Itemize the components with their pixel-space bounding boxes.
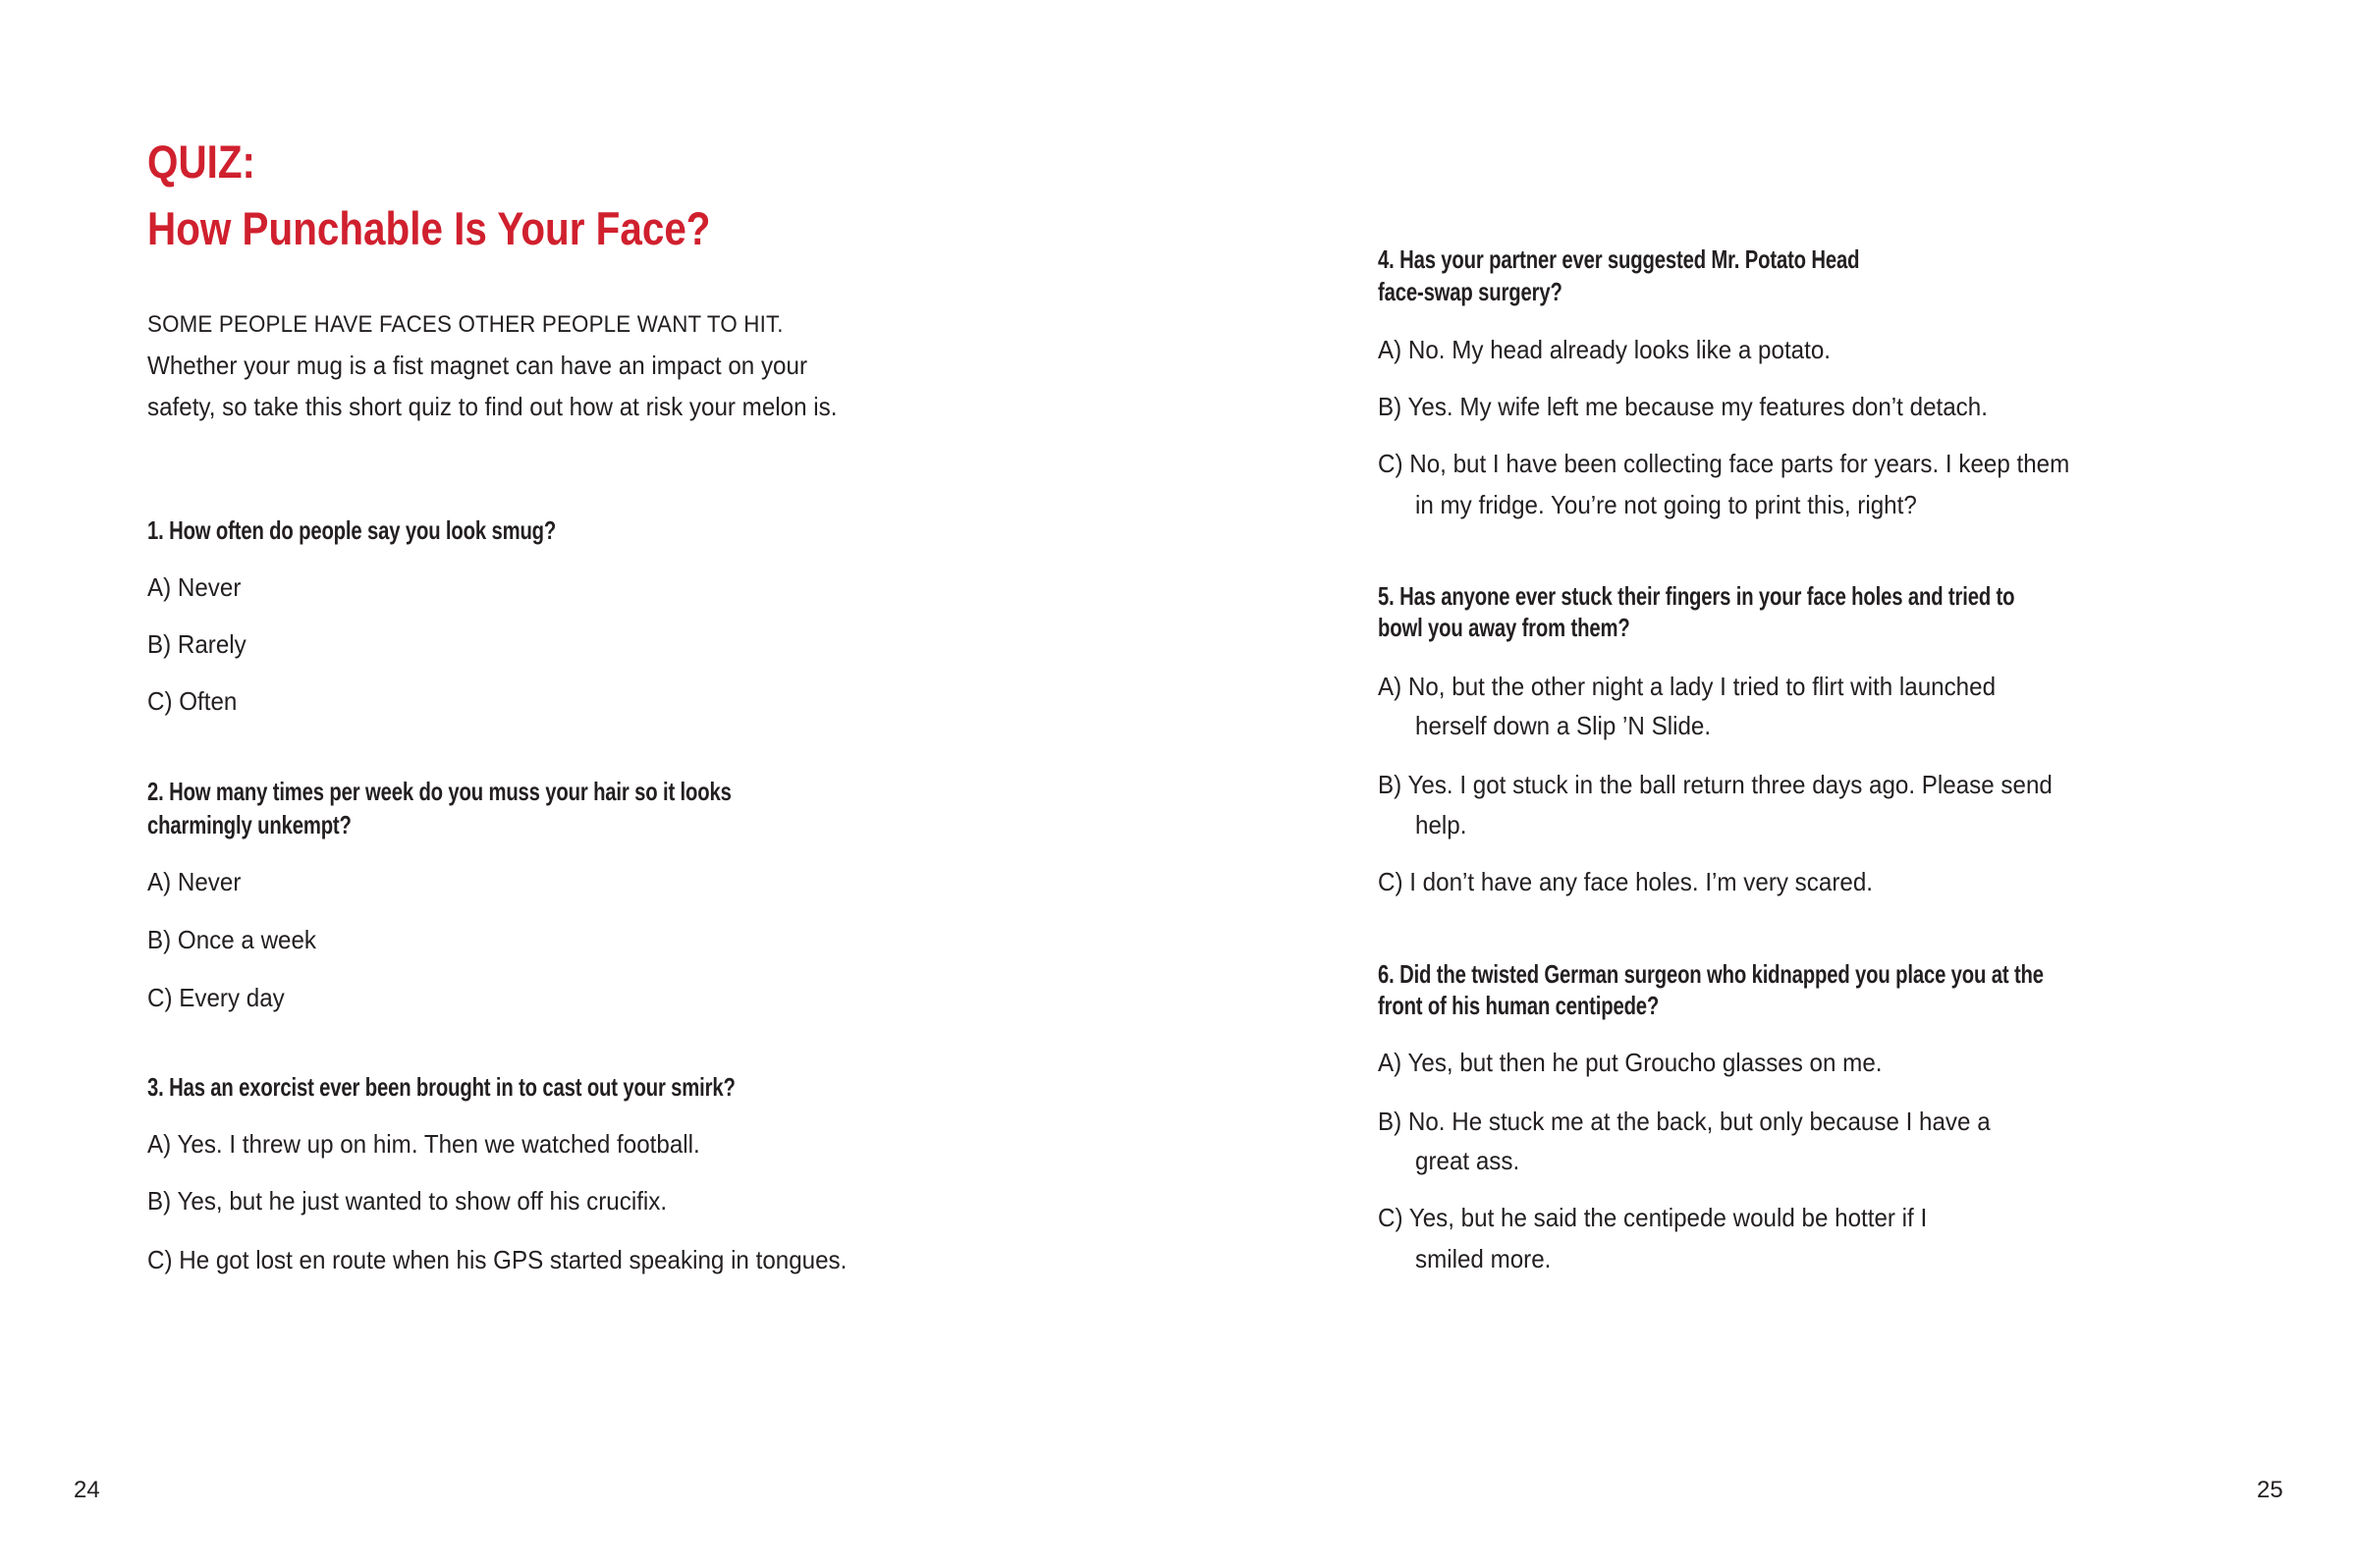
answer-6b-cont: great ass. [1415, 1146, 1520, 1175]
intro-line: Whether your mug is a fist magnet can have an impact on your [147, 351, 808, 380]
question-5-cont: bowl you away from them? [1378, 613, 1630, 642]
page-title: How Punchable Is Your Face? [147, 202, 711, 254]
answer-4b: B) Yes. My wife left me because my features don’t detach. [1378, 392, 1988, 421]
question-3: 3. Has an exorcist ever been brought in to cast out your smirk? [147, 1072, 736, 1102]
answer-1a: A) Never [147, 572, 242, 602]
answer-2c: C) Every day [147, 983, 285, 1012]
answer-3b: B) Yes, but he just wanted to show off his crucifix. [147, 1186, 668, 1216]
answer-1c: C) Often [147, 686, 238, 716]
question-5: 5. Has anyone ever stuck their fingers in your face holes and tried to [1378, 581, 2015, 611]
answer-6c: C) Yes, but he said the centipede would be hotter if I [1378, 1203, 1928, 1232]
intro-lead: SOME PEOPLE HAVE FACES OTHER PEOPLE WANT TO HIT. [147, 311, 784, 338]
page-number-right: 25 [2257, 1477, 2283, 1503]
answer-2b: B) Once a week [147, 925, 317, 954]
quiz-label: QUIZ: [147, 135, 256, 188]
answer-2a: A) Never [147, 867, 242, 896]
question-2-cont: charmingly unkempt? [147, 810, 352, 839]
question-6-cont: front of his human centipede? [1378, 991, 1660, 1020]
answer-5c: C) I don’t have any face holes. I’m very scared. [1378, 867, 1873, 896]
answer-6c-cont: smiled more. [1415, 1244, 1552, 1273]
answer-5b: B) Yes. I got stuck in the ball return three days ago. Please send [1378, 770, 2053, 799]
question-4-cont: face-swap surgery? [1378, 277, 1562, 306]
answer-3a: A) Yes. I threw up on him. Then we watched football. [147, 1129, 700, 1159]
answer-3c: C) He got lost en route when his GPS started speaking in tongues. [147, 1245, 848, 1274]
right-page [1178, 0, 2356, 1568]
question-6: 6. Did the twisted German surgeon who kidnapped you place you at the [1378, 959, 2044, 989]
answer-5a: A) No, but the other night a lady I tried to flirt with launched [1378, 672, 1997, 701]
answer-1b: B) Rarely [147, 629, 247, 659]
answer-6a: A) Yes, but then he put Groucho glasses on me. [1378, 1048, 1883, 1077]
answer-6b: B) No. He stuck me at the back, but only because I have a [1378, 1107, 1991, 1136]
intro-line: safety, so take this short quiz to find out how at risk your melon is. [147, 392, 838, 421]
answer-5a-cont: herself down a Slip ’N Slide. [1415, 711, 1712, 740]
question-2: 2. How many times per week do you muss your hair so it looks [147, 777, 732, 806]
question-1: 1. How often do people say you look smug? [147, 515, 557, 545]
answer-4c-cont: in my fridge. You’re not going to print this, right? [1415, 490, 1917, 519]
page-number-left: 24 [74, 1477, 100, 1503]
answer-4c: C) No, but I have been collecting face parts for years. I keep them [1378, 449, 2070, 478]
answer-5b-cont: help. [1415, 810, 1467, 839]
answer-4a: A) No. My head already looks like a potato. [1378, 335, 1832, 364]
question-4: 4. Has your partner ever suggested Mr. Potato Head [1378, 244, 1860, 274]
